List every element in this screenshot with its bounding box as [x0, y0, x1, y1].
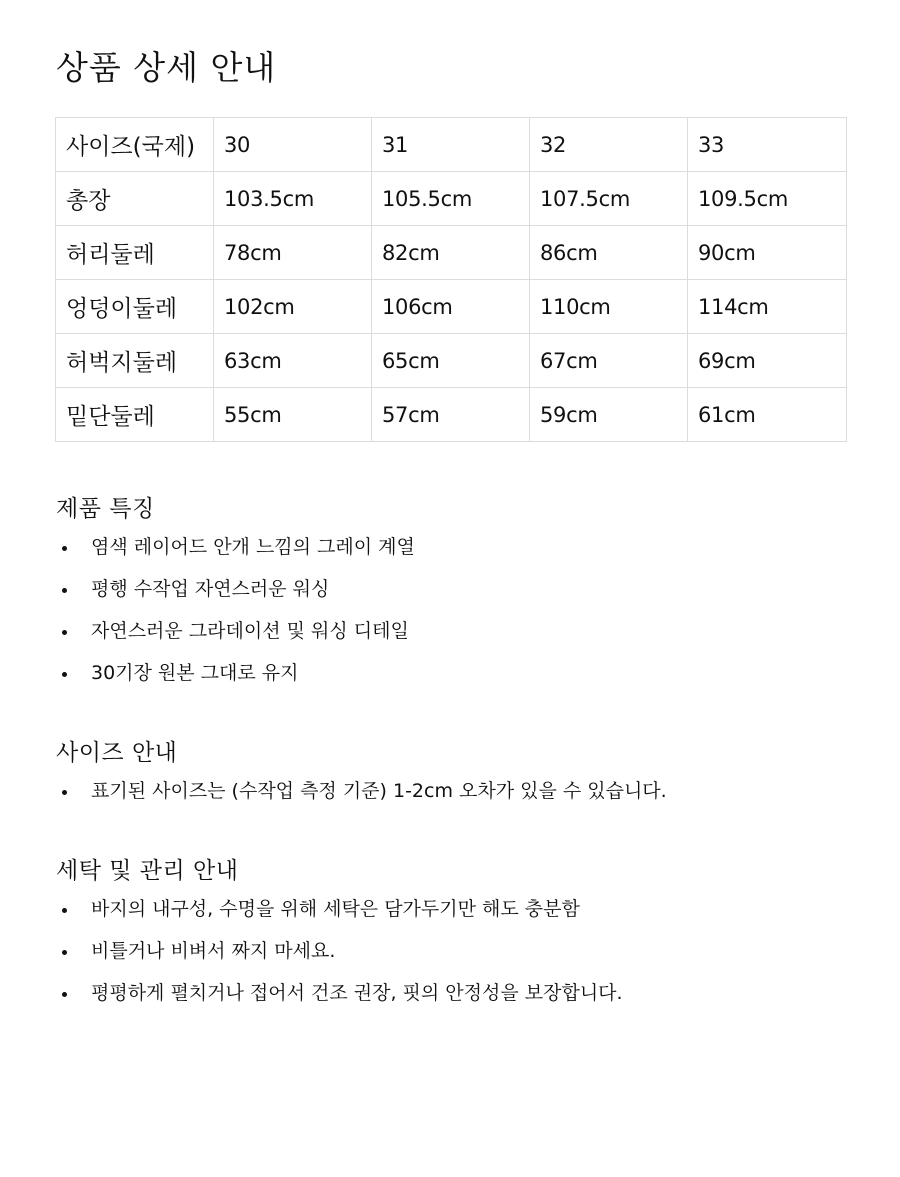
- table-cell: 30: [214, 118, 372, 172]
- size-row-thigh: [56, 334, 847, 388]
- row-label: 허리둘레: [56, 226, 214, 280]
- table-cell: 59cm: [530, 388, 688, 442]
- list-item: 염색 레이어드 안개 느낌의 그레이 계열: [56, 526, 415, 568]
- list-item: 자연스러운 그라데이션 및 워싱 디테일: [56, 610, 415, 652]
- list-item: 비틀거나 비벼서 짜지 마세요.: [56, 930, 623, 972]
- table-cell: 106cm: [372, 280, 530, 334]
- table-cell: 33: [688, 118, 847, 172]
- size-guide-list: [56, 770, 667, 812]
- table-cell: 105.5cm: [372, 172, 530, 226]
- size-table: [55, 117, 847, 442]
- page-title: 상품 상세 안내: [56, 48, 277, 87]
- row-label: 허벅지둘레: [56, 334, 214, 388]
- table-cell: 102cm: [214, 280, 372, 334]
- care-section: [56, 854, 623, 1014]
- care-list: [56, 888, 623, 1014]
- section-heading: 사이즈 안내: [56, 740, 178, 766]
- table-cell: 67cm: [530, 334, 688, 388]
- table-cell: 57cm: [372, 388, 530, 442]
- table-cell: 82cm: [372, 226, 530, 280]
- size-row-international: [56, 118, 847, 172]
- table-cell: 31: [372, 118, 530, 172]
- size-row-total-length: [56, 172, 847, 226]
- table-cell: 114cm: [688, 280, 847, 334]
- table-cell: 69cm: [688, 334, 847, 388]
- list-item: 표기된 사이즈는 (수작업 측정 기준) 1-2cm 오차가 있을 수 있습니다.: [56, 770, 667, 812]
- table-cell: 32: [530, 118, 688, 172]
- row-label: 사이즈(국제): [56, 118, 214, 172]
- table-cell: 61cm: [688, 388, 847, 442]
- section-heading: 제품 특징: [56, 496, 155, 522]
- size-row-waist: [56, 226, 847, 280]
- row-label: 총장: [56, 172, 214, 226]
- table-cell: 107.5cm: [530, 172, 688, 226]
- table-cell: 65cm: [372, 334, 530, 388]
- features-list: [56, 526, 415, 694]
- table-cell: 78cm: [214, 226, 372, 280]
- list-item: 평평하게 펼치거나 접어서 건조 권장, 핏의 안정성을 보장합니다.: [56, 972, 623, 1014]
- list-item: 평행 수작업 자연스러운 워싱: [56, 568, 415, 610]
- size-row-hem: [56, 388, 847, 442]
- table-cell: 86cm: [530, 226, 688, 280]
- row-label: 엉덩이둘레: [56, 280, 214, 334]
- size-row-hip: [56, 280, 847, 334]
- table-cell: 90cm: [688, 226, 847, 280]
- list-item: 30기장 원본 그대로 유지: [56, 652, 415, 694]
- size-guide-section: [56, 736, 667, 812]
- table-cell: 63cm: [214, 334, 372, 388]
- features-section: [56, 492, 415, 694]
- table-cell: 110cm: [530, 280, 688, 334]
- table-cell: 103.5cm: [214, 172, 372, 226]
- table-cell: 109.5cm: [688, 172, 847, 226]
- table-cell: 55cm: [214, 388, 372, 442]
- row-label: 밑단둘레: [56, 388, 214, 442]
- section-heading: 세탁 및 관리 안내: [56, 858, 239, 884]
- list-item: 바지의 내구성, 수명을 위해 세탁은 담가두기만 해도 충분함: [56, 888, 623, 930]
